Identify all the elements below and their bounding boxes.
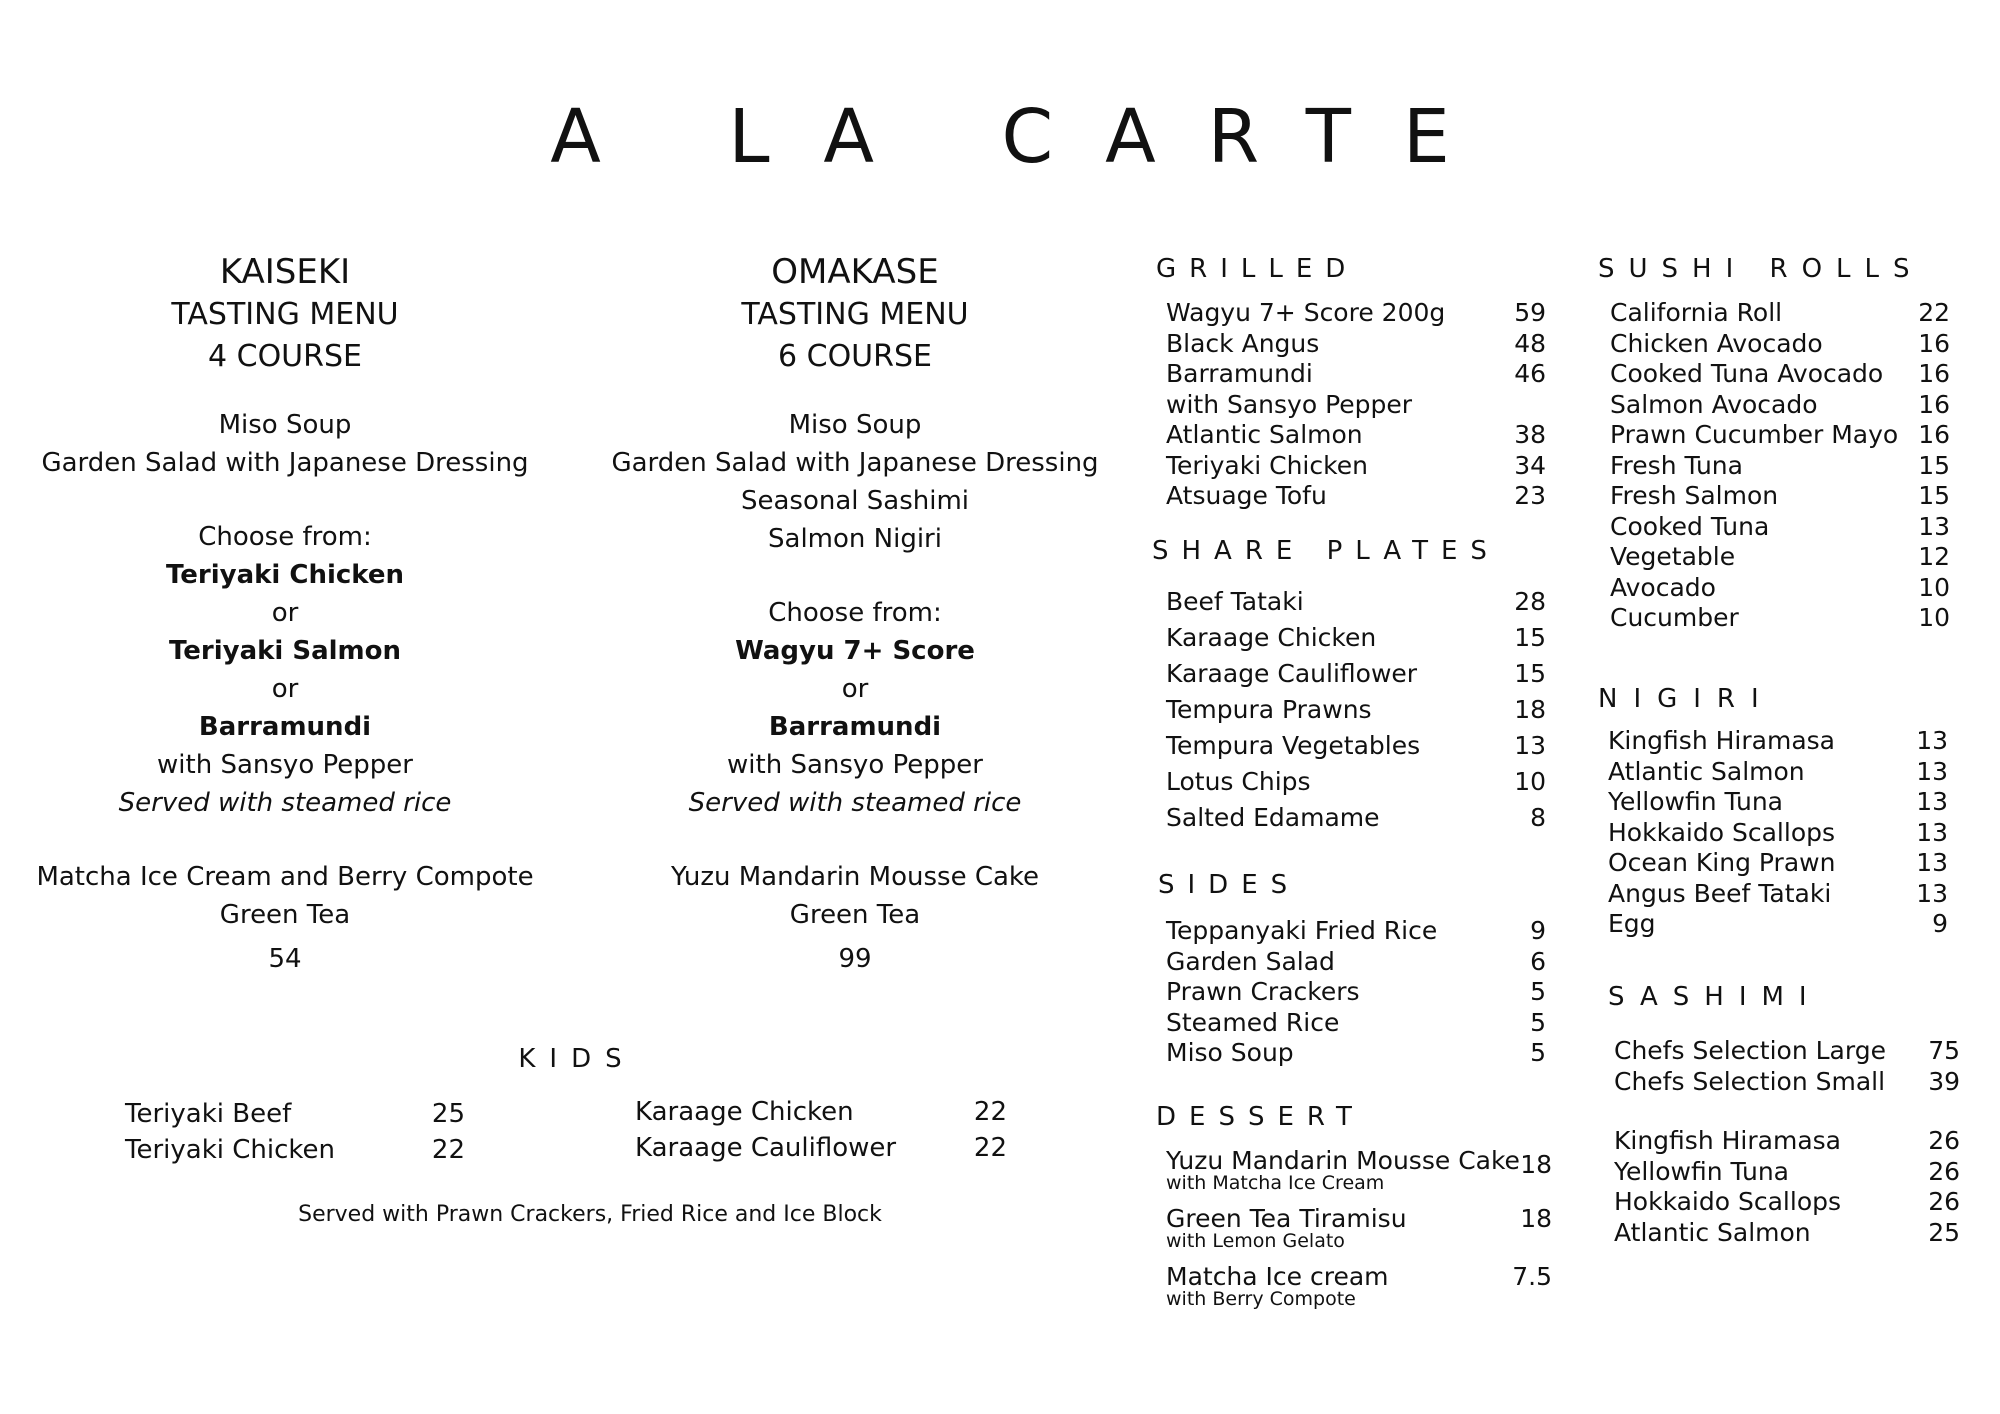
item-name: Lotus Chips <box>1166 767 1311 796</box>
menu-item <box>1166 390 1546 421</box>
menu-item <box>1610 481 1950 512</box>
menu-item <box>1166 916 1546 947</box>
grilled-section-title: GRILLED <box>1156 254 1359 284</box>
kaiseki-price: 54 <box>268 944 302 974</box>
item-price: 13 <box>1916 817 1948 847</box>
sides-section-title: SIDES <box>1158 870 1301 900</box>
menu-item <box>1166 1146 1552 1192</box>
kaiseki-choice: Teriyaki Chicken <box>165 560 405 590</box>
kaiseki-served-note: Served with steamed rice <box>118 788 452 818</box>
item-price: 9 <box>1530 916 1546 945</box>
item-price: 5 <box>1530 1038 1546 1067</box>
item-price: 26 <box>1928 1156 1960 1186</box>
omakase-course-item: Salmon Nigiri <box>768 524 942 554</box>
sashimi-section-title: SASHIMI <box>1608 982 1822 1012</box>
item-name: Fresh Tuna <box>1610 450 1743 480</box>
item-price: 13 <box>1916 878 1948 908</box>
item-name: Cooked Tuna Avocado <box>1610 359 1884 388</box>
menu-item <box>1166 947 1546 978</box>
menu-item <box>1166 1008 1546 1039</box>
item-name: Salted Edamame <box>1166 803 1380 832</box>
menu-item <box>1610 603 1950 634</box>
menu-item <box>1614 1126 1960 1157</box>
item-price: 13 <box>1514 731 1546 760</box>
item-name: Garden Salad <box>1166 946 1335 976</box>
item-name: Wagyu 7+ Score 200g <box>1166 298 1446 327</box>
item-name: Chefs Selection Large <box>1614 1036 1886 1065</box>
item-name: Prawn Crackers <box>1166 977 1360 1006</box>
item-price: 38 <box>1514 420 1546 449</box>
menu-item <box>1166 620 1546 656</box>
sushi-rolls-list <box>1610 298 1950 634</box>
omakase-menu <box>585 250 1125 978</box>
kaiseki-choose-label: Choose from: <box>198 522 372 552</box>
item-price: 46 <box>1514 359 1546 388</box>
item-name: Prawn Cucumber Mayo <box>1610 420 1899 449</box>
menu-item <box>1608 726 1948 757</box>
menu-item <box>1610 542 1950 573</box>
omakase-course-item: Miso Soup <box>788 410 922 440</box>
item-price: 75 <box>1928 1036 1960 1065</box>
kids-section-title: KIDS <box>518 1044 636 1074</box>
kids-item <box>125 1132 465 1168</box>
menu-item <box>1614 1067 1960 1098</box>
item-price: 18 <box>1514 695 1546 724</box>
kids-item <box>635 1130 1007 1166</box>
menu-item <box>1166 977 1546 1008</box>
omakase-course-item: Garden Salad with Japanese Dressing <box>611 448 1099 478</box>
sashimi-list <box>1614 1126 1960 1248</box>
item-name: Karaage Chicken <box>1166 623 1377 652</box>
nigiri-list <box>1608 726 1948 940</box>
item-price: 15 <box>1514 659 1546 688</box>
menu-item <box>1166 656 1546 692</box>
item-description: with Lemon Gelato <box>1166 1230 1345 1252</box>
menu-item <box>1610 451 1950 482</box>
kids-item-name: Teriyaki Beef <box>125 1099 292 1129</box>
menu-item <box>1610 512 1950 543</box>
menu-item <box>1608 879 1948 910</box>
kids-item-price: 22 <box>431 1135 465 1165</box>
item-price: 39 <box>1928 1066 1960 1096</box>
menu-item <box>1610 298 1950 329</box>
item-name: Yuzu Mandarin Mousse Cake <box>1166 1146 1520 1175</box>
item-name: Green Tea Tiramisu <box>1166 1204 1407 1233</box>
item-name: Miso Soup <box>1166 1038 1294 1067</box>
kids-item-name: Karaage Cauliflower <box>635 1133 897 1163</box>
menu-item <box>1608 787 1948 818</box>
menu-item <box>1608 757 1948 788</box>
menu-item <box>1166 359 1546 390</box>
omakase-subtitle: TASTING MENU <box>741 297 969 332</box>
kids-item-name: Karaage Chicken <box>635 1097 854 1127</box>
item-price: 6 <box>1530 946 1546 976</box>
item-price: 18 <box>1520 1150 1552 1179</box>
item-price: 23 <box>1514 481 1546 510</box>
kids-note: Served with Prawn Crackers, Fried Rice and Ice Block <box>298 1202 882 1227</box>
kids-list-right <box>635 1094 1007 1166</box>
sashimi-selection-list <box>1614 1036 1960 1097</box>
item-name: Tempura Vegetables <box>1166 731 1421 760</box>
item-name: Steamed Rice <box>1166 1007 1340 1037</box>
item-name: Chefs Selection Small <box>1614 1066 1886 1096</box>
omakase-course-item: Seasonal Sashimi <box>740 486 970 516</box>
menu-item <box>1166 764 1546 800</box>
kaiseki-courses: 4 COURSE <box>208 339 362 374</box>
item-price: 59 <box>1514 298 1546 327</box>
menu-item <box>1166 451 1546 482</box>
item-name: Atsuage Tofu <box>1166 481 1327 510</box>
item-name: Egg <box>1608 909 1656 938</box>
menu-item <box>1610 420 1950 451</box>
menu-item <box>1608 818 1948 849</box>
item-price: 15 <box>1918 450 1950 480</box>
kaiseki-course-item: Miso Soup <box>218 410 352 440</box>
kids-item <box>125 1096 465 1132</box>
dessert-list <box>1166 1146 1552 1320</box>
item-name: Vegetable <box>1610 542 1736 571</box>
omakase-choose-label: Choose from: <box>768 598 942 628</box>
item-name: Yellowfin Tuna <box>1608 787 1783 816</box>
menu-item <box>1610 573 1950 604</box>
dessert-section-title: DESSERT <box>1156 1102 1365 1132</box>
item-description: with Berry Compote <box>1166 1288 1356 1310</box>
nigiri-section-title: NIGIRI <box>1598 684 1775 714</box>
item-price: 8 <box>1530 803 1546 832</box>
kaiseki-choice-note: with Sansyo Pepper <box>157 750 413 780</box>
omakase-choice-note: with Sansyo Pepper <box>727 750 983 780</box>
page-title: A LA CARTE <box>550 94 1502 180</box>
item-price: 18 <box>1520 1204 1552 1233</box>
item-name: Tempura Prawns <box>1166 695 1372 724</box>
omakase-courses: 6 COURSE <box>778 339 932 374</box>
omakase-served-note: Served with steamed rice <box>688 788 1022 818</box>
kids-item <box>635 1094 1007 1130</box>
item-name: Atlantic Salmon <box>1608 756 1805 786</box>
menu-item <box>1166 800 1546 836</box>
menu-item <box>1610 390 1950 421</box>
item-name: Matcha Ice cream <box>1166 1262 1389 1291</box>
item-price: 28 <box>1514 587 1546 616</box>
menu-item <box>1166 692 1546 728</box>
sushi-rolls-section-title: SUSHI ROLLS <box>1598 254 1924 284</box>
menu-item <box>1614 1187 1960 1218</box>
item-name: Kingfish Hiramasa <box>1608 726 1835 755</box>
item-name: with Sansyo Pepper <box>1166 389 1413 419</box>
item-price: 48 <box>1514 328 1546 358</box>
item-name: Beef Tataki <box>1166 587 1304 616</box>
item-name: Black Angus <box>1166 328 1320 358</box>
menu-item <box>1610 329 1950 360</box>
item-name: Atlantic Salmon <box>1166 420 1363 449</box>
item-price: 15 <box>1514 623 1546 652</box>
item-price: 16 <box>1918 389 1950 419</box>
menu-item <box>1614 1218 1960 1249</box>
item-name: Ocean King Prawn <box>1608 848 1836 877</box>
item-name: Atlantic Salmon <box>1614 1217 1811 1247</box>
kids-item-price: 22 <box>973 1133 1007 1163</box>
menu-item <box>1608 848 1948 879</box>
item-description: with Matcha Ice Cream <box>1166 1172 1385 1194</box>
omakase-dessert: Green Tea <box>789 900 921 930</box>
kaiseki-title: KAISEKI <box>219 252 351 292</box>
item-price: 12 <box>1918 542 1950 571</box>
item-name: California Roll <box>1610 298 1783 327</box>
omakase-price: 99 <box>838 944 872 974</box>
item-name: Hokkaido Scallops <box>1614 1187 1842 1216</box>
item-name: Cooked Tuna <box>1610 511 1770 541</box>
omakase-title: OMAKASE <box>771 252 939 292</box>
item-price: 26 <box>1928 1187 1960 1216</box>
item-price: 9 <box>1932 909 1948 938</box>
share-plates-section-title: SHARE PLATES <box>1152 536 1500 566</box>
item-price: 25 <box>1928 1217 1960 1247</box>
item-price: 34 <box>1514 450 1546 480</box>
item-price: 10 <box>1918 603 1950 632</box>
item-name: Salmon Avocado <box>1610 389 1818 419</box>
kaiseki-or: or <box>271 598 299 628</box>
item-name: Avocado <box>1610 572 1716 602</box>
menu-item <box>1166 1204 1552 1250</box>
kaiseki-menu <box>15 250 555 978</box>
menu-item <box>1610 359 1950 390</box>
omakase-dessert: Yuzu Mandarin Mousse Cake <box>670 862 1040 892</box>
item-price: 15 <box>1918 481 1950 510</box>
item-name: Teppanyaki Fried Rice <box>1166 916 1438 945</box>
kaiseki-choice: Teriyaki Salmon <box>168 636 402 666</box>
kaiseki-subtitle: TASTING MENU <box>171 297 399 332</box>
item-price: 16 <box>1918 328 1950 358</box>
item-price: 13 <box>1916 756 1948 786</box>
item-price: 13 <box>1918 511 1950 541</box>
item-price: 10 <box>1514 767 1546 796</box>
item-price: 5 <box>1530 977 1546 1006</box>
item-name: Karaage Cauliflower <box>1166 659 1418 688</box>
menu-item <box>1166 1262 1552 1308</box>
item-name: Barramundi <box>1166 359 1313 388</box>
kids-list-left <box>125 1096 465 1168</box>
kids-item-name: Teriyaki Chicken <box>125 1135 335 1165</box>
item-price: 10 <box>1918 572 1950 602</box>
menu-item <box>1166 481 1546 512</box>
item-price: 16 <box>1918 359 1950 388</box>
menu-item <box>1614 1157 1960 1188</box>
item-price: 13 <box>1916 787 1948 816</box>
menu-item <box>1166 584 1546 620</box>
kaiseki-choice: Barramundi <box>198 712 372 742</box>
kaiseki-dessert: Green Tea <box>219 900 351 930</box>
menu-item <box>1166 298 1546 329</box>
grilled-list <box>1166 298 1546 512</box>
item-name: Chicken Avocado <box>1610 328 1823 358</box>
omakase-or: or <box>841 674 869 704</box>
item-price: 5 <box>1530 1007 1546 1037</box>
item-name: Hokkaido Scallops <box>1608 817 1836 847</box>
item-name: Yellowfin Tuna <box>1614 1156 1789 1186</box>
sides-list <box>1166 916 1546 1069</box>
item-name: Fresh Salmon <box>1610 481 1779 510</box>
menu-item <box>1166 420 1546 451</box>
item-price: 13 <box>1916 848 1948 877</box>
item-name: Kingfish Hiramasa <box>1614 1126 1841 1155</box>
item-name: Cucumber <box>1610 603 1739 632</box>
omakase-choice: Wagyu 7+ Score <box>735 636 975 666</box>
item-price: 26 <box>1928 1126 1960 1155</box>
menu-item <box>1166 728 1546 764</box>
kids-item-price: 25 <box>431 1099 465 1129</box>
kids-item-price: 22 <box>973 1097 1007 1127</box>
item-price: 16 <box>1918 420 1950 449</box>
item-price: 13 <box>1916 726 1948 755</box>
menu-item <box>1166 1038 1546 1069</box>
item-price: 22 <box>1918 298 1950 327</box>
item-price: 7.5 <box>1512 1262 1552 1291</box>
menu-item <box>1166 329 1546 360</box>
menu-item <box>1608 909 1948 940</box>
item-name: Teriyaki Chicken <box>1166 450 1368 480</box>
kaiseki-dessert: Matcha Ice Cream and Berry Compote <box>36 862 534 892</box>
menu-item <box>1614 1036 1960 1067</box>
kaiseki-or: or <box>271 674 299 704</box>
omakase-choice: Barramundi <box>768 712 942 742</box>
item-name: Angus Beef Tataki <box>1608 878 1832 908</box>
kaiseki-course-item: Garden Salad with Japanese Dressing <box>41 448 529 478</box>
share-plates-list <box>1166 584 1546 836</box>
